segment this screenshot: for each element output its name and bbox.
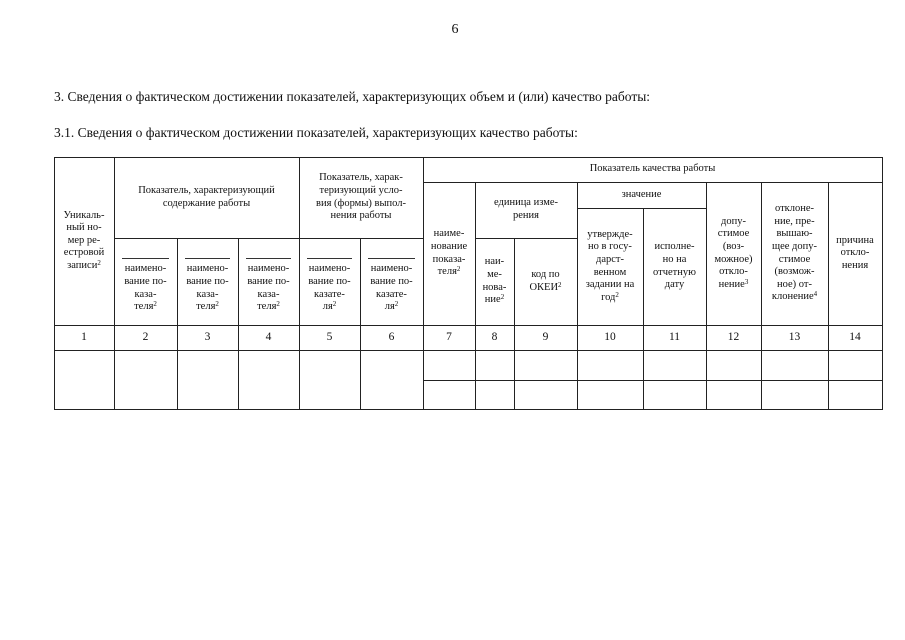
header-unit-name: наи- ме- нова- ние$^2$ bbox=[482, 256, 507, 306]
header-deviation-reason: причина откло- нения bbox=[836, 234, 874, 271]
section-3-1-title: 3.1. Сведения о фактическом достижении показателей, характеризующих качество работы: bbox=[54, 125, 578, 140]
blank-fill-line bbox=[307, 258, 352, 259]
blank-fill-line bbox=[185, 258, 230, 259]
column-number: 8 bbox=[491, 331, 498, 344]
header-quality-group: Показатель качества работы bbox=[589, 163, 716, 175]
table-rule bbox=[114, 238, 424, 239]
data-row-rule bbox=[423, 380, 883, 381]
header-allowed-deviation: допу- стимое (воз- можное) откло- нение$^3$ bbox=[714, 215, 753, 290]
header-okei-code: код по ОКЕИ$^2$ bbox=[529, 268, 562, 293]
column-number: 5 bbox=[326, 331, 333, 344]
column-number: 10 bbox=[604, 331, 616, 344]
header-registry-number: Уникаль- ный но- мер ре- естровой записи$^2$ bbox=[63, 209, 105, 271]
header-value-group: значение bbox=[621, 188, 662, 200]
table-right-border bbox=[882, 157, 883, 410]
section-3-title: 3. Сведения о фактическом достижении показателей, характеризующих объем и (или) качество работы: bbox=[54, 89, 651, 104]
column-number: 1 bbox=[81, 331, 87, 344]
column-number: 7 bbox=[446, 331, 452, 344]
header-content-group: Показатель, характеризующий содержание работы bbox=[138, 184, 275, 209]
column-number: 4 bbox=[265, 331, 272, 344]
table-bottom-border bbox=[54, 409, 883, 410]
page-number: 6 bbox=[451, 22, 459, 37]
header-indicator-name: наиме- нование показа- теля$^2$ bbox=[430, 228, 468, 278]
blank-fill-line bbox=[368, 258, 415, 259]
header-approved-value: утвержде- но в госу- дарст- венном задании на год$^2$ bbox=[585, 228, 635, 303]
column-number: 13 bbox=[788, 331, 801, 344]
number-row-rule bbox=[54, 350, 883, 351]
column-number: 12 bbox=[727, 331, 740, 344]
column-number: 2 bbox=[142, 331, 149, 344]
header-name-subcolumn: наимено- вание по- каза- теля$^2$ bbox=[247, 263, 290, 313]
header-actual-value: исполне- но на отчетную дату bbox=[653, 241, 696, 291]
blank-fill-line bbox=[246, 258, 291, 259]
header-name-subcolumn: наимено- вание по- казате- $ля^2$ bbox=[370, 263, 413, 313]
blank-fill-line bbox=[122, 258, 169, 259]
header-unit-group: единица изме- рения bbox=[493, 197, 559, 221]
header-name-subcolumn: наимено- вание по- каза- теля$^2$ bbox=[186, 263, 229, 313]
column-number: 3 bbox=[204, 331, 211, 344]
column-number: 14 bbox=[849, 331, 861, 344]
header-name-subcolumn: наимено- вание по- каза- теля$^2$ bbox=[124, 263, 167, 313]
header-conditions-group: Показатель, харак- теризующий усло- вия (формы) выпол- нения работы bbox=[316, 172, 406, 222]
column-number: 9 bbox=[542, 331, 549, 344]
header-name-subcolumn: наимено- вание по- казате- $ля^2$ bbox=[308, 263, 351, 313]
column-number: 6 bbox=[388, 331, 395, 344]
header-excess-deviation: отклоне- ние, пре- вышаю- щее допу- стимое (возмож- ное) от- клонение$^4$ bbox=[771, 203, 818, 303]
column-number: 11 bbox=[668, 331, 681, 344]
